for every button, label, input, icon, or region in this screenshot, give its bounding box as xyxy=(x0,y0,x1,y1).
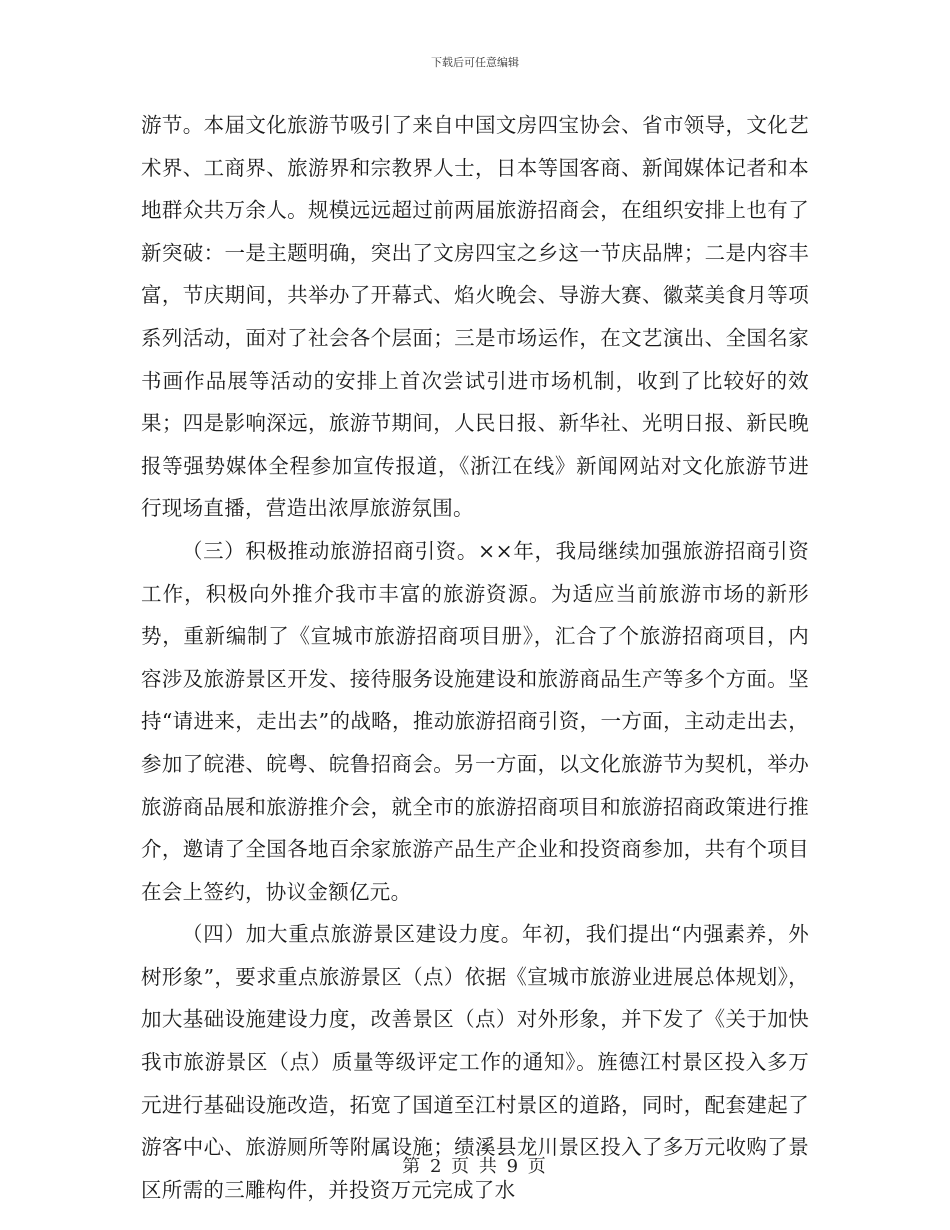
document-body xyxy=(141,104,809,1211)
page-header-note: 下载后可任意编辑 xyxy=(431,56,519,69)
paragraph-section-three: （三）积极推动旅游招商引资。××年，我局继续加强旅游招商引资工作，积极向外推介我市丰富的旅游资源。为适应当前旅游市场的新形势，重新编制了《宣城市旅游招商项目册》，汇合了个旅游招商项目，内容涉及旅游景区开发、接待服务设施建设和旅游商品生产等多个方面。坚持“请进来，走出去”的战略，推动旅游招商引资，一方面，主动走出去，参加了皖港、皖粤、皖鲁招商会。另一方面，以文化旅游节为契机，举办旅游商品展和旅游推介会，就全市的旅游招商项目和旅游招商政策进行推介，邀请了全国各地百余家旅游产品生产企业和投资商参加，共有个项目在会上签约，协议金额亿元。 xyxy=(141,538,809,904)
paragraph-section-four: （四）加大重点旅游景区建设力度。年初，我们提出“内强素养，外树形象”，要求重点旅游景区（点）依据《宣城市旅游业进展总体规划》，加大基础设施建设力度，改善景区（点）对外形象，并下发了《关于加快我市旅游景区（点）质量等级评定工作的通知》。旌德江村景区投入多万元进行基础设施改造，拓宽了国道至江村景区的道路，同时，配套建起了游客中心、旅游厕所等附属设施；绩溪县龙川景区投入了多万元收购了景区所需的三雕构件，并投资万元完成了水 xyxy=(141,922,809,1202)
page-number: 第 2 页 共 9 页 xyxy=(402,1156,548,1177)
paragraph-continuation: 游节。本届文化旅游节吸引了来自中国文房四宝协会、省市领导，文化艺术界、工商界、旅游界和宗教界人士，日本等国客商、新闻媒体记者和本地群众共万余人。规模远远超过前两届旅游招商会，在组织安排上也有了新突破：一是主题明确，突出了文房四宝之乡这一节庆品牌；二是内容丰富，节庆期间，共举办了开幕式、焰火晚会、导游大赛、徽菜美食月等项系列活动，面对了社会各个层面；三是市场运作，在文艺演出、全国名家书画作品展等活动的安排上首次尝试引进市场机制，收到了比较好的效果；四是影响深远，旅游节期间，人民日报、新华社、光明日报、新民晚报等强势媒体全程参加宣传报道，《浙江在线》新闻网站对文化旅游节进行现场直播，营造出浓厚旅游氛围。 xyxy=(141,113,809,521)
